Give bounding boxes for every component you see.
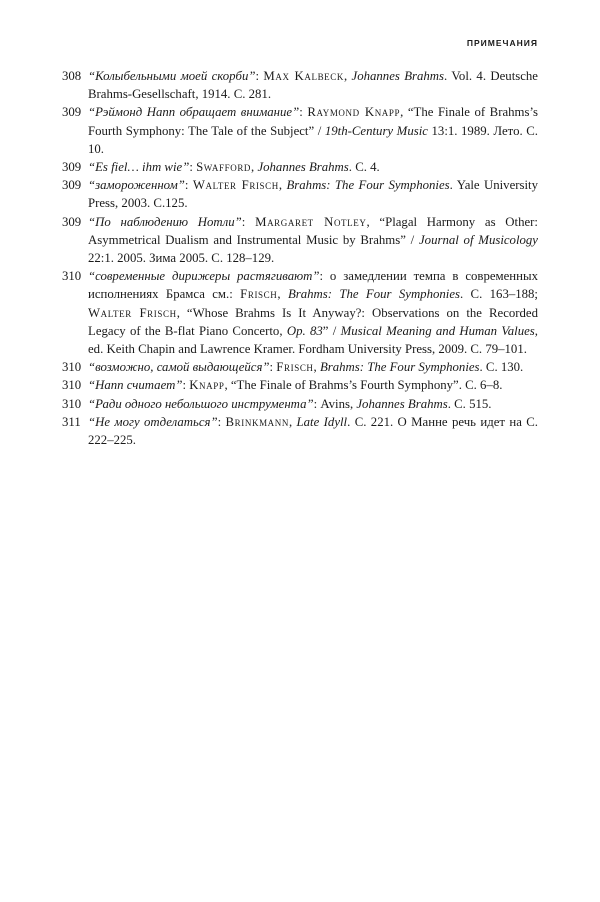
note-entry: [62, 267, 538, 358]
notes-list: [62, 67, 538, 449]
note-text: “По наблюдению Нотли”: Margaret Notley, “Plagal Harmony as Other: Asymmetrical Dualism and Instrumental Music by Brahms” / Journal of Musicology 22:1. 2005. Зима 2005. С. 128–129.: [88, 214, 538, 266]
note-page-number: 311: [62, 414, 81, 429]
note-entry: [62, 413, 538, 449]
note-entry: [62, 158, 538, 176]
note-text: “возможно, самой выдающейся”: Frisch, Brahms: The Four Symphonies. С. 130.: [88, 360, 524, 375]
note-text: “современные дирижеры растягивают”: о замедлении темпа в современных исполнениях Брамса см.: Frisch, Brahms: The Four Symphonies. С. 163–188; Walter Frisch, “Whose Brahms Is It Anyway?: Observations on the Recorded Legacy of the B-flat Piano Concerto, Op. 83” / Musical Meaning and Human Values, ed. Keith Chapin and Lawrence Kramer. Fordham University Press, 2009. С. 79–101.: [88, 269, 539, 357]
note-page-number: 309: [62, 160, 82, 175]
running-header: ПРИМЕЧАНИЯ: [466, 38, 538, 48]
note-page-number: 310: [62, 378, 82, 393]
note-entry: [62, 103, 538, 158]
note-entry: [62, 376, 538, 394]
note-page-number: 310: [62, 396, 82, 411]
note-entry: [62, 176, 538, 212]
note-page-number: 308: [62, 69, 82, 83]
note-text: “Рэймонд Напп обращает внимание”: Raymond Knapp, “The Finale of Brahms’s Fourth Symphony: The Tale of the Subject” / 19th-Century Music 13:1. 1989. Лето. С. 10.: [88, 105, 538, 156]
note-entry: [62, 213, 538, 268]
note-page-number: 309: [62, 214, 82, 229]
note-text: “Колыбельными моей скорби”: Max Kalbeck, Johannes Brahms. Vol. 4. Deutsche Brahms-Gesellschaft, 1914. C. 281.: [88, 69, 538, 102]
note-text: “Напп считает”: Knapp, “The Finale of Brahms’s Fourth Symphony”. С. 6–8.: [88, 378, 503, 393]
note-text: “Не могу отделаться”: Brinkmann, Late Idyll. С. 221. О Манне речь идет на С. 222–225.: [88, 414, 538, 448]
note-text: “Ради одного небольшого инструмента”: Avins, Johannes Brahms. С. 515.: [88, 396, 492, 411]
note-text: “замороженном”: Walter Frisch, Brahms: The Four Symphonies. Yale University Press, 2003. С.125.: [88, 178, 539, 211]
note-page-number: 309: [62, 105, 82, 120]
note-entry: [62, 395, 538, 413]
note-entry: [62, 358, 538, 376]
note-entry: [62, 67, 538, 103]
note-text: “Es fiel… ihm wie”: Swafford, Johannes Brahms. С. 4.: [88, 160, 380, 175]
note-page-number: 310: [62, 360, 82, 375]
note-page-number: 309: [62, 178, 82, 193]
note-page-number: 310: [62, 269, 82, 284]
